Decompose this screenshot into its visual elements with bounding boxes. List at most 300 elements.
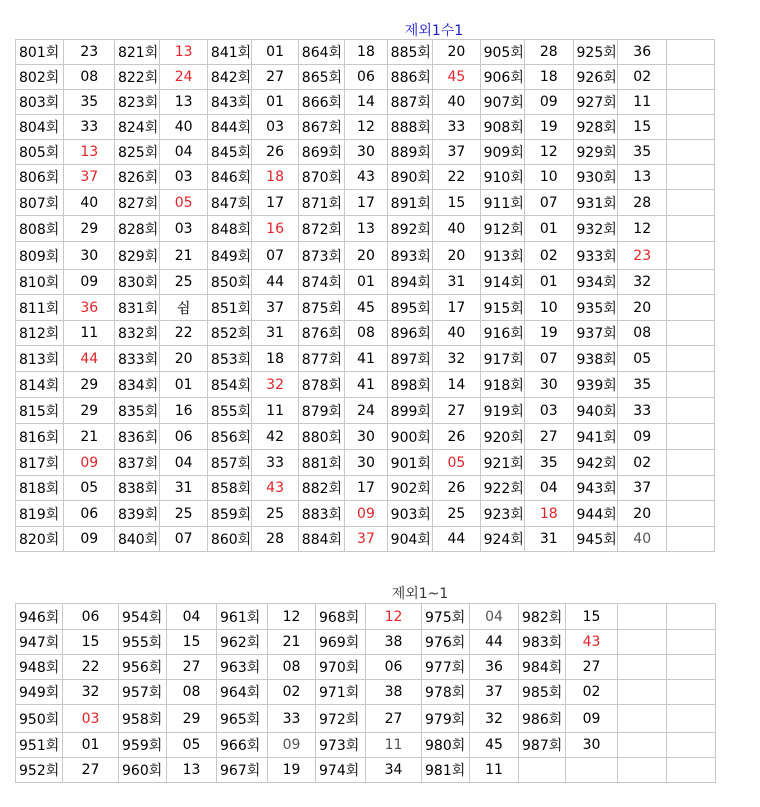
number-cell: 17: [433, 295, 480, 321]
number-cell: 15: [566, 604, 618, 630]
table-row: [16, 165, 715, 190]
round-cell: 984회: [519, 655, 566, 680]
number-cell: 27: [63, 758, 119, 783]
empty-cell: [667, 733, 716, 758]
round-cell: 909회: [480, 140, 524, 165]
number-cell: 29: [64, 398, 115, 424]
round-cell: 895회: [387, 295, 432, 321]
round-cell: 922회: [480, 476, 524, 501]
number-cell: 07: [525, 346, 573, 372]
number-cell: 12: [268, 604, 316, 630]
table-row: [16, 321, 715, 346]
round-cell: 830회: [114, 270, 159, 295]
round-cell: 916회: [480, 321, 524, 346]
number-cell: 쉼: [160, 295, 207, 321]
number-cell: 44: [433, 527, 480, 552]
round-cell: 891회: [387, 190, 432, 216]
round-cell: 859회: [207, 501, 251, 527]
number-cell: 28: [617, 190, 666, 216]
round-cell: 815회: [16, 398, 64, 424]
number-cell: 11: [64, 321, 115, 346]
number-cell: 26: [433, 424, 480, 450]
round-cell: 982회: [519, 604, 566, 630]
round-cell: 912회: [480, 216, 524, 242]
number-cell: 33: [617, 398, 666, 424]
round-cell: 886회: [387, 65, 432, 90]
empty-cell: [618, 604, 667, 630]
number-cell: 16: [252, 216, 298, 242]
number-cell: 04: [167, 604, 217, 630]
number-cell: 44: [470, 630, 519, 655]
table-row: [16, 655, 716, 680]
number-cell: 33: [268, 705, 316, 733]
number-cell: 09: [64, 450, 115, 476]
number-cell: 06: [366, 655, 422, 680]
number-cell: 02: [617, 65, 666, 90]
empty-cell: [667, 90, 715, 115]
round-cell: 854회: [207, 372, 251, 398]
round-cell: 976회: [422, 630, 470, 655]
round-cell: 822회: [114, 65, 159, 90]
round-cell: 911회: [480, 190, 524, 216]
round-cell: 939회: [573, 372, 617, 398]
round-cell: 870회: [298, 165, 344, 190]
number-cell: 19: [525, 115, 573, 140]
number-cell: 10: [525, 165, 573, 190]
round-cell: 947회: [16, 630, 63, 655]
round-cell: 809회: [16, 242, 64, 270]
round-cell: 825회: [114, 140, 159, 165]
round-cell: 827회: [114, 190, 159, 216]
round-cell: 804회: [16, 115, 64, 140]
number-cell: 33: [252, 450, 298, 476]
number-cell: 01: [63, 733, 119, 758]
number-cell: 28: [525, 40, 573, 65]
round-cell: 802회: [16, 65, 64, 90]
number-cell: 32: [252, 372, 298, 398]
round-cell: 837회: [114, 450, 159, 476]
number-cell: 06: [160, 424, 207, 450]
round-cell: 907회: [480, 90, 524, 115]
round-cell: 978회: [422, 680, 470, 705]
round-cell: 879회: [298, 398, 344, 424]
number-cell: 02: [525, 242, 573, 270]
round-cell: 890회: [387, 165, 432, 190]
round-cell: 952회: [16, 758, 63, 783]
round-cell: 941회: [573, 424, 617, 450]
number-cell: 01: [252, 90, 298, 115]
empty-cell: [667, 527, 715, 552]
number-cell: 37: [470, 680, 519, 705]
number-cell: 38: [366, 680, 422, 705]
round-cell: 893회: [387, 242, 432, 270]
round-cell: 832회: [114, 321, 159, 346]
round-cell: 867회: [298, 115, 344, 140]
number-cell: 09: [525, 90, 573, 115]
number-cell: 05: [433, 450, 480, 476]
number-cell: 27: [525, 424, 573, 450]
number-cell: 14: [433, 372, 480, 398]
number-cell: 02: [617, 450, 666, 476]
round-cell: 904회: [387, 527, 432, 552]
number-cell: 09: [268, 733, 316, 758]
number-cell: 37: [252, 295, 298, 321]
round-cell: 852회: [207, 321, 251, 346]
empty-cell: [667, 40, 715, 65]
empty-cell: [667, 372, 715, 398]
round-cell: 906회: [480, 65, 524, 90]
number-cell: 40: [617, 527, 666, 552]
number-cell: 40: [433, 90, 480, 115]
table-row: [16, 501, 715, 527]
round-cell: 943회: [573, 476, 617, 501]
round-cell: 925회: [573, 40, 617, 65]
round-cell: 956회: [119, 655, 167, 680]
round-cell: 934회: [573, 270, 617, 295]
round-cell: 855회: [207, 398, 251, 424]
round-cell: 842회: [207, 65, 251, 90]
round-cell: 872회: [298, 216, 344, 242]
number-cell: 22: [160, 321, 207, 346]
number-cell: 43: [252, 476, 298, 501]
number-cell: 35: [617, 140, 666, 165]
round-cell: 972회: [316, 705, 366, 733]
round-cell: 917회: [480, 346, 524, 372]
number-cell: 18: [345, 40, 387, 65]
round-cell: 849회: [207, 242, 251, 270]
number-cell: 42: [252, 424, 298, 450]
round-cell: 878회: [298, 372, 344, 398]
round-cell: 803회: [16, 90, 64, 115]
round-cell: 808회: [16, 216, 64, 242]
number-cell: 24: [160, 65, 207, 90]
round-cell: 856회: [207, 424, 251, 450]
number-cell: 20: [433, 242, 480, 270]
table-row: [16, 450, 715, 476]
round-cell: 887회: [387, 90, 432, 115]
number-cell: 40: [433, 321, 480, 346]
table-row: [16, 604, 716, 630]
round-cell: 932회: [573, 216, 617, 242]
number-cell: 17: [252, 190, 298, 216]
empty-cell: [667, 242, 715, 270]
round-cell: 950회: [16, 705, 63, 733]
table-row: [16, 527, 715, 552]
number-cell: 09: [566, 705, 618, 733]
table-row: [16, 630, 716, 655]
number-cell: 45: [433, 65, 480, 90]
empty-cell: [618, 705, 667, 733]
number-cell: 12: [366, 604, 422, 630]
round-cell: [519, 758, 566, 783]
number-cell: 21: [160, 242, 207, 270]
round-cell: 908회: [480, 115, 524, 140]
round-cell: 844회: [207, 115, 251, 140]
number-cell: 01: [345, 270, 387, 295]
number-cell: 32: [63, 680, 119, 705]
round-cell: 851회: [207, 295, 251, 321]
round-cell: 987회: [519, 733, 566, 758]
number-cell: 35: [64, 90, 115, 115]
empty-cell: [667, 655, 716, 680]
round-cell: 884회: [298, 527, 344, 552]
round-cell: 805회: [16, 140, 64, 165]
number-cell: 37: [617, 476, 666, 501]
round-cell: 840회: [114, 527, 159, 552]
table-row: [16, 758, 716, 783]
round-cell: 860회: [207, 527, 251, 552]
number-cell: 20: [617, 501, 666, 527]
round-cell: 927회: [573, 90, 617, 115]
round-cell: 875회: [298, 295, 344, 321]
number-cell: 27: [433, 398, 480, 424]
number-cell: 25: [252, 501, 298, 527]
number-cell: 30: [566, 733, 618, 758]
number-cell: 05: [160, 190, 207, 216]
number-cell: 25: [160, 270, 207, 295]
number-cell: 29: [64, 216, 115, 242]
number-cell: 31: [525, 527, 573, 552]
round-cell: 905회: [480, 40, 524, 65]
number-cell: 36: [64, 295, 115, 321]
number-cell: 36: [617, 40, 666, 65]
round-cell: 882회: [298, 476, 344, 501]
number-cell: 07: [252, 242, 298, 270]
number-cell: 32: [617, 270, 666, 295]
number-cell: 27: [566, 655, 618, 680]
round-cell: 954회: [119, 604, 167, 630]
empty-cell: [667, 630, 716, 655]
table-row: [16, 705, 716, 733]
number-cell: 08: [617, 321, 666, 346]
round-cell: 914회: [480, 270, 524, 295]
number-cell: 33: [64, 115, 115, 140]
number-cell: 08: [268, 655, 316, 680]
empty-cell: [667, 140, 715, 165]
round-cell: 946회: [16, 604, 63, 630]
number-cell: 03: [63, 705, 119, 733]
number-cell: 35: [525, 450, 573, 476]
empty-cell: [667, 216, 715, 242]
round-cell: 838회: [114, 476, 159, 501]
empty-cell: [667, 758, 716, 783]
table-row: [16, 346, 715, 372]
table-row: [16, 242, 715, 270]
number-cell: 37: [433, 140, 480, 165]
round-cell: 980회: [422, 733, 470, 758]
number-cell: 13: [167, 758, 217, 783]
round-cell: 896회: [387, 321, 432, 346]
number-cell: 18: [525, 65, 573, 90]
round-cell: 850회: [207, 270, 251, 295]
number-cell: 27: [167, 655, 217, 680]
round-cell: 898회: [387, 372, 432, 398]
number-cell: 15: [63, 630, 119, 655]
table2-title: 제외1~1: [391, 586, 449, 602]
round-cell: 926회: [573, 65, 617, 90]
round-cell: 894회: [387, 270, 432, 295]
number-cell: 14: [345, 90, 387, 115]
round-cell: 966회: [217, 733, 268, 758]
table-row: [16, 65, 715, 90]
round-cell: 957회: [119, 680, 167, 705]
round-cell: 899회: [387, 398, 432, 424]
empty-cell: [618, 680, 667, 705]
number-cell: 31: [252, 321, 298, 346]
round-cell: 940회: [573, 398, 617, 424]
number-cell: 05: [167, 733, 217, 758]
number-cell: 04: [470, 604, 519, 630]
round-cell: 873회: [298, 242, 344, 270]
number-cell: 13: [64, 140, 115, 165]
round-cell: 846회: [207, 165, 251, 190]
round-cell: 900회: [387, 424, 432, 450]
round-cell: 814회: [16, 372, 64, 398]
round-cell: 818회: [16, 476, 64, 501]
round-cell: 983회: [519, 630, 566, 655]
round-cell: 920회: [480, 424, 524, 450]
table-row: [16, 398, 715, 424]
table-row: [16, 372, 715, 398]
number-cell: 07: [525, 190, 573, 216]
round-cell: 986회: [519, 705, 566, 733]
table-row: [16, 476, 715, 501]
round-cell: 817회: [16, 450, 64, 476]
number-cell: 09: [64, 527, 115, 552]
number-cell: 06: [64, 501, 115, 527]
number-cell: 36: [470, 655, 519, 680]
number-cell: 13: [617, 165, 666, 190]
number-cell: 30: [64, 242, 115, 270]
round-cell: 865회: [298, 65, 344, 90]
empty-cell: [667, 450, 715, 476]
round-cell: 835회: [114, 398, 159, 424]
number-cell: 01: [252, 40, 298, 65]
number-cell: 15: [617, 115, 666, 140]
round-cell: 864회: [298, 40, 344, 65]
number-cell: 26: [433, 476, 480, 501]
number-cell: 27: [366, 705, 422, 733]
table-row: [16, 40, 715, 65]
number-cell: 13: [160, 40, 207, 65]
number-cell: 03: [160, 165, 207, 190]
number-cell: 12: [617, 216, 666, 242]
round-cell: 959회: [119, 733, 167, 758]
number-cell: 18: [525, 501, 573, 527]
round-cell: 821회: [114, 40, 159, 65]
round-cell: 824회: [114, 115, 159, 140]
round-cell: 828회: [114, 216, 159, 242]
number-cell: 18: [252, 346, 298, 372]
number-cell: 30: [345, 140, 387, 165]
number-cell: 15: [433, 190, 480, 216]
round-cell: 806회: [16, 165, 64, 190]
round-cell: 981회: [422, 758, 470, 783]
number-cell: 38: [366, 630, 422, 655]
number-cell: 33: [433, 115, 480, 140]
round-cell: 889회: [387, 140, 432, 165]
empty-cell: [667, 398, 715, 424]
round-cell: 970회: [316, 655, 366, 680]
round-cell: 913회: [480, 242, 524, 270]
number-cell: 11: [617, 90, 666, 115]
round-cell: 834회: [114, 372, 159, 398]
number-cell: 19: [268, 758, 316, 783]
round-cell: 974회: [316, 758, 366, 783]
empty-cell: [618, 655, 667, 680]
draw-results-table-1: [15, 39, 715, 552]
round-cell: 836회: [114, 424, 159, 450]
number-cell: 01: [525, 216, 573, 242]
number-cell: 40: [64, 190, 115, 216]
round-cell: 923회: [480, 501, 524, 527]
number-cell: 04: [160, 450, 207, 476]
round-cell: 924회: [480, 527, 524, 552]
number-cell: 24: [345, 398, 387, 424]
round-cell: 979회: [422, 705, 470, 733]
empty-cell: [667, 705, 716, 733]
round-cell: 918회: [480, 372, 524, 398]
round-cell: 874회: [298, 270, 344, 295]
table-row: [16, 216, 715, 242]
number-cell: 32: [433, 346, 480, 372]
number-cell: 44: [64, 346, 115, 372]
round-cell: 955회: [119, 630, 167, 655]
number-cell: 29: [64, 372, 115, 398]
number-cell: 07: [160, 527, 207, 552]
round-cell: 871회: [298, 190, 344, 216]
round-cell: 826회: [114, 165, 159, 190]
empty-cell: [667, 165, 715, 190]
table1-title: 제외1수1: [404, 23, 464, 39]
table-row: [16, 115, 715, 140]
round-cell: 933회: [573, 242, 617, 270]
empty-cell: [667, 321, 715, 346]
number-cell: 40: [160, 115, 207, 140]
round-cell: 829회: [114, 242, 159, 270]
table-row: [16, 680, 716, 705]
number-cell: 31: [433, 270, 480, 295]
round-cell: 816회: [16, 424, 64, 450]
round-cell: 810회: [16, 270, 64, 295]
round-cell: 969회: [316, 630, 366, 655]
empty-cell: [667, 501, 715, 527]
number-cell: 05: [64, 476, 115, 501]
number-cell: 02: [268, 680, 316, 705]
round-cell: 975회: [422, 604, 470, 630]
empty-cell: [667, 476, 715, 501]
number-cell: 03: [160, 216, 207, 242]
number-cell: 20: [160, 346, 207, 372]
number-cell: 10: [525, 295, 573, 321]
empty-cell: [667, 115, 715, 140]
number-cell: 16: [160, 398, 207, 424]
number-cell: 15: [167, 630, 217, 655]
table-row: [16, 140, 715, 165]
round-cell: 965회: [217, 705, 268, 733]
round-cell: 903회: [387, 501, 432, 527]
round-cell: 942회: [573, 450, 617, 476]
round-cell: 961회: [217, 604, 268, 630]
round-cell: 985회: [519, 680, 566, 705]
round-cell: 813회: [16, 346, 64, 372]
number-cell: 01: [160, 372, 207, 398]
round-cell: 869회: [298, 140, 344, 165]
number-cell: 27: [252, 65, 298, 90]
round-cell: 960회: [119, 758, 167, 783]
number-cell: 03: [252, 115, 298, 140]
number-cell: 02: [566, 680, 618, 705]
